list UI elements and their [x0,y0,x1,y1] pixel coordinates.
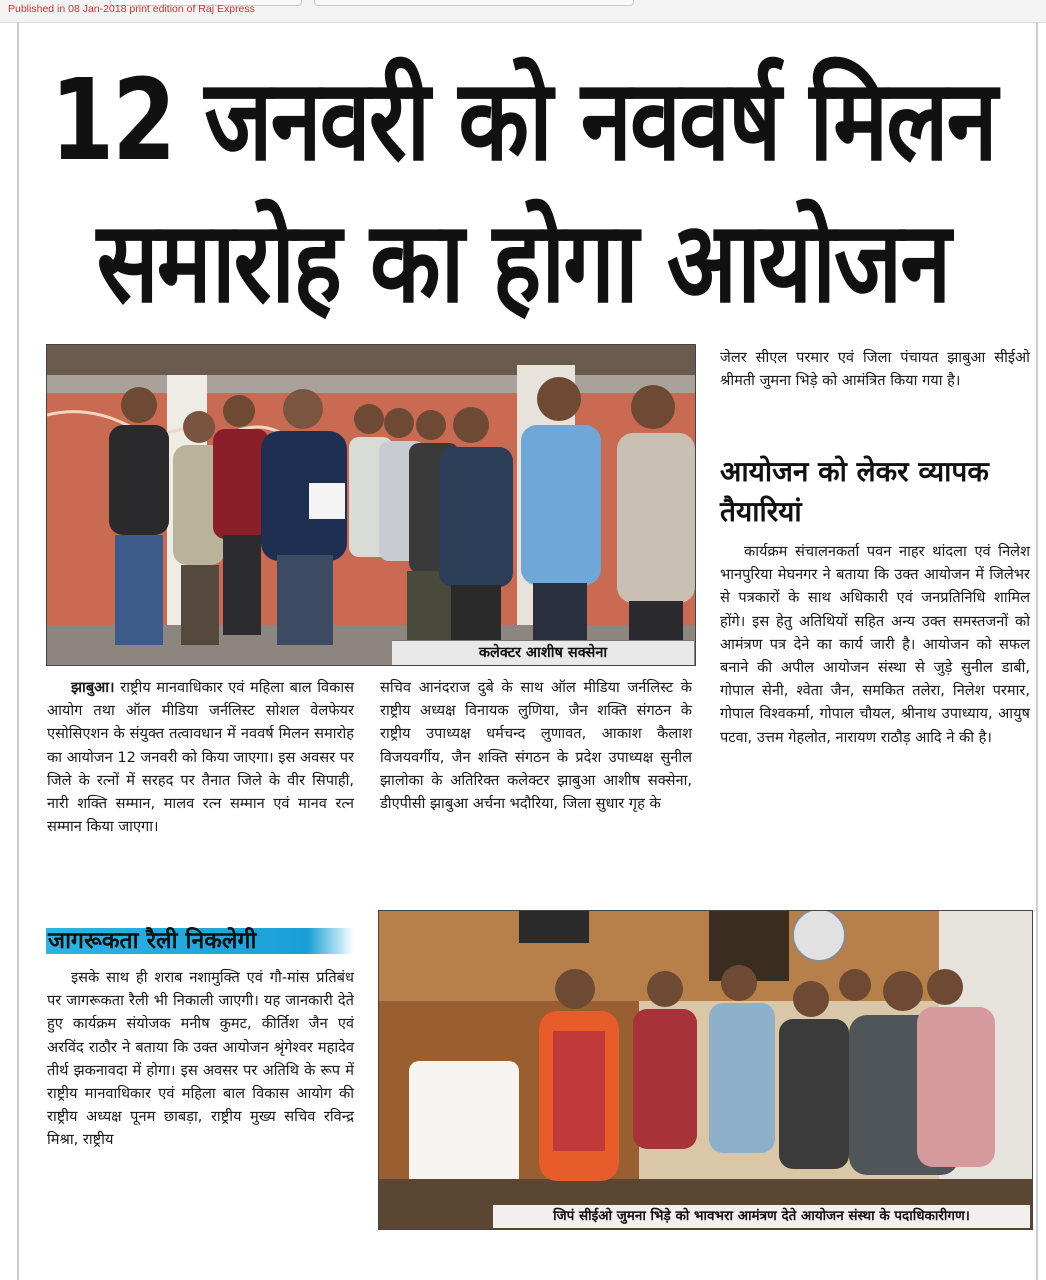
toolbar-tab[interactable] [314,0,634,6]
article-column-2 [380,676,692,815]
photo2-caption: जिपं सीईओ जुमना भिड़े को भावभरा आमंत्रण देते आयोजन संस्था के पदाधिकारीगण। [493,1205,1030,1228]
headline-line-1: 12 जनवरी को नववर्ष मिलन [50,55,996,186]
page-border-right [1036,22,1038,1280]
publication-note: Published in 08 Jan-2018 print edition of Raj Express [8,3,255,15]
article-paragraph-1: राष्ट्रीय मानवाधिकार एवं महिला बाल विकास आयोग तथा ऑल मीडिया जर्नलिस्ट सोशल वेलफेयर एसोसिएशन के संयुक्त तत्वावधान में नववर्ष मिलन समारोह का आयोजन 12 जनवरी को किया जाएगा। इस अवसर पर जिले के रत्नों में सरहद पर तैनात जिले के वीर सिपाही, नारी शक्ति सम्मान, मालव रत्न सम्मान एवं मानव रत्न सम्मान किया जाएगा। [47,679,355,836]
subheading-preparations: आयोजन को लेकर व्यापक तैयारियां [720,455,989,528]
article-paragraph-2: इसके साथ ही शराब नशामुक्ति एवं गौ-मांस प्रतिबंध पर जागरूकता रैली भी निकाली जाएगी। यह जानकारी देते हुए कार्यक्रम संयोजक मनीष कुमट, कीर्तिश जैन एवं अरविंद राठौर ने बताया कि उक्त आयोजन श्रृंगेश्वर महादेव तीर्थ झकनावदा में होगा। इस अवसर पर अतिथि के रूप में राष्ट्रीय मानवाधिकार एवं महिला बाल विकास आयोग की राष्ट्रीय अध्यक्ष पूनम छाबड़ा, राष्ट्रीय मुख्य सचिव रविन्द्र मिश्रा, राष्ट्रीय [47,969,354,1149]
article-paragraph-3: सचिव आनंदराज दुबे के साथ ऑल मीडिया जर्नलिस्ट के राष्ट्रीय अध्यक्ष विनायक लुणिया, जैन शक्ति संगठन के राष्ट्रीय उपाध्यक्ष धर्मचन्द लुणावत, आकाश कैलाश विजयवर्गीय, जैन शक्ति संगठन के प्रदेश उपाध्यक्ष सुनील झालोका के अतिरिक्त कलेक्टर झाबुआ आशीष सक्सेना, डीएपीसी झाबुआ अर्चना भदौरिया, जिला सुधार गृह के [380,679,692,813]
subheading-awareness-rally [46,928,354,954]
page-border-left [17,22,19,1280]
article-column-1 [47,676,354,838]
browser-top-bar [0,0,1046,23]
article-paragraph-5: कार्यक्रम संचालनकर्ता पवन नाहर थांदला एवं निलेश भानपुरिया मेघनगर ने बताया कि उक्त आयोजन में जिलेभर से पत्रकारों के साथ अधिकारी एवं जनप्रतिनिधि शामिल होंगे। इस हेतु अतिथियों सहित अन्य उक्त समस्तजनों को आमंत्रण पत्र देने का कार्य जारी है। आयोजन को सफल बनाने की अपील आयोजन संस्था से जुड़े सुनील डाबी, गोपाल सेनी, श्वेता जैन, समकित तलेरा, निलेश परमार, गोपाल विश्वकर्मा, गोपाल चौयल, श्रीनाथ उपाध्याय, आयुष पटवा, उत्तम गेहलोत, नारायण राठौड़ आदि ने की है। [720,543,1030,746]
headline-line-2: समारोह का होगा आयोजन [96,197,950,328]
subheading-awareness-rally-text: जागरूकता रैली निकलेगी [48,928,257,954]
article-column-1-continued [47,966,354,1152]
article-column-3-continued [720,540,1030,749]
news-photo-invitation [378,910,1033,1230]
article-paragraph-4: जेलर सीएल परमार एवं जिला पंचायत झाबुआ सीईओ श्रीमती जुमना भिड़े को आमंत्रित किया गया है। [720,349,1030,390]
article-dateline: झाबुआ। [71,679,115,696]
article-column-3 [720,346,1030,392]
photo1-caption: कलेक्टर आशीष सक्सेना [392,640,694,665]
news-photo-collector [46,344,696,666]
